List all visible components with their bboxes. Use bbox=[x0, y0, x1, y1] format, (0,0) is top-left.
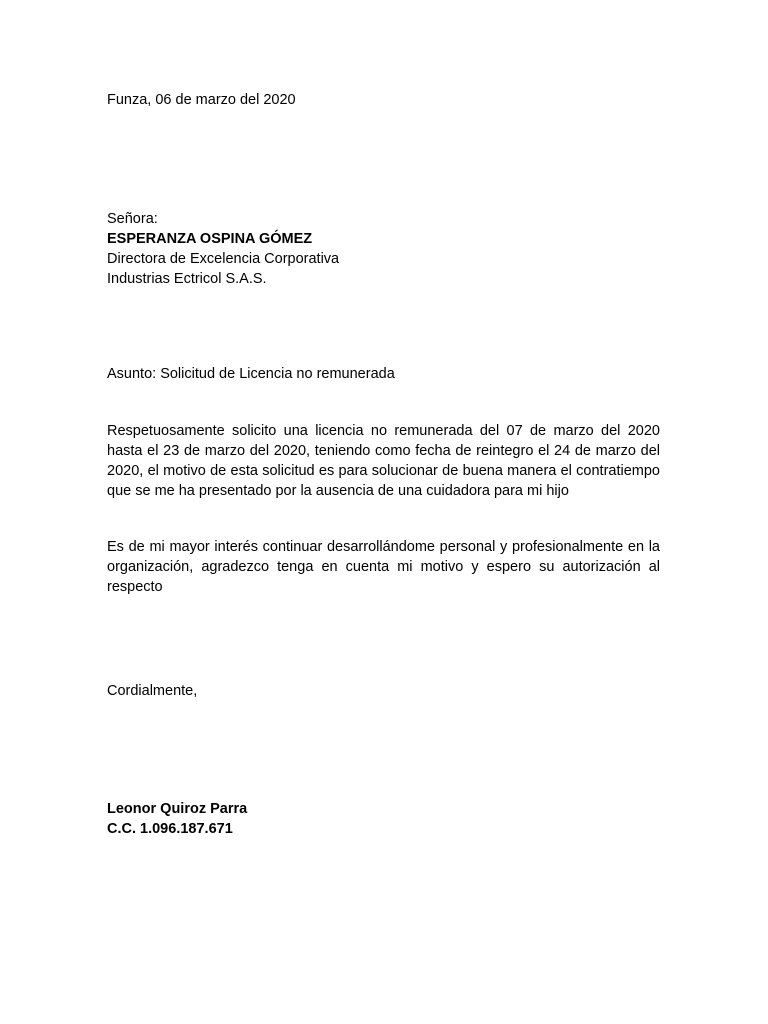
closing-block bbox=[107, 681, 660, 701]
recipient-name: ESPERANZA OSPINA GÓMEZ bbox=[107, 231, 313, 247]
date-block bbox=[107, 90, 660, 110]
letter-subject: Asunto: Solicitud de Licencia no remunerada bbox=[107, 366, 395, 382]
signer-name: Leonor Quiroz Parra bbox=[107, 801, 248, 817]
letter-date: Funza, 06 de marzo del 2020 bbox=[107, 92, 296, 108]
signer-id: C.C. 1.096.187.671 bbox=[107, 821, 233, 837]
body-paragraph-1 bbox=[107, 421, 660, 501]
recipient-position: Directora de Excelencia Corporativa bbox=[107, 251, 340, 267]
signature-block bbox=[107, 799, 660, 839]
recipient-salutation: Señora: bbox=[107, 211, 158, 227]
letter-closing: Cordialmente, bbox=[107, 683, 198, 699]
recipient-company: Industrias Ectricol S.A.S. bbox=[107, 271, 267, 287]
recipient-block bbox=[107, 209, 660, 289]
body-paragraph-text: Es de mi mayor interés continuar desarrollándome personal y profesionalmente en la organización, agradezco tenga en cuenta mi motivo y espero su autorización al respecto bbox=[107, 539, 660, 595]
body-paragraph-2 bbox=[107, 537, 660, 597]
body-paragraph-text: Respetuosamente solicito una licencia no remunerada del 07 de marzo del 2020 hasta el 23 de marzo del 2020, teniendo como fecha de reintegro el 24 de marzo del 2020, el motivo de esta solicitud es para solucionar de buena manera el contratiempo que se me ha presentado por la ausencia de una cuidadora para mi hijo bbox=[107, 423, 660, 499]
subject-block bbox=[107, 364, 660, 384]
